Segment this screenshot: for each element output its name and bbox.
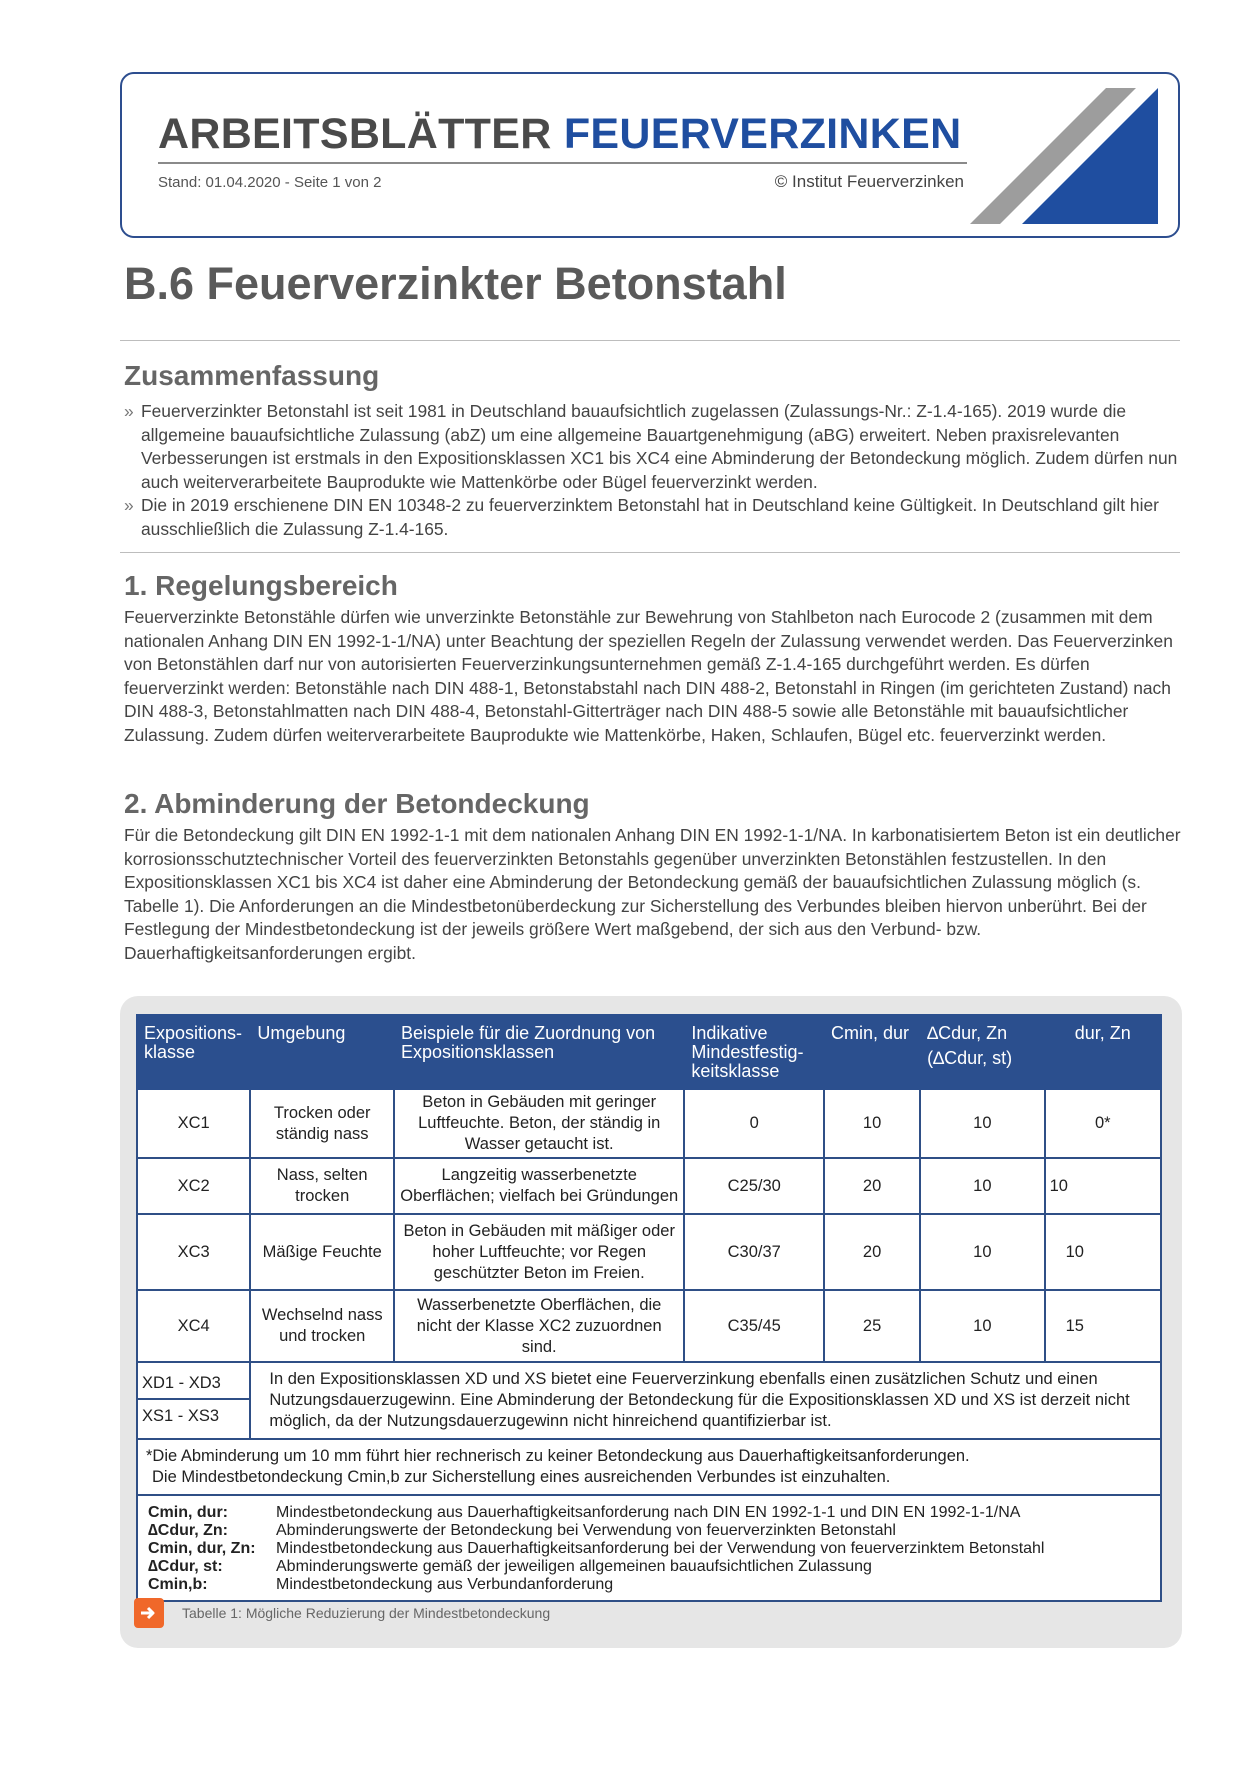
legend-value: Mindestbetondeckung aus Dauerhaftigkeitsanforderung bei der Verwendung von feuerverzinktem Betonstahl bbox=[276, 1540, 1045, 1557]
cell-strength: C30/37 bbox=[684, 1214, 824, 1290]
series-title bbox=[158, 110, 961, 159]
bullet-marker: » bbox=[124, 495, 134, 515]
document-title: B.6 Feuerverzinkter Betonstahl bbox=[124, 258, 787, 309]
cell-dur: 10 bbox=[1045, 1214, 1161, 1290]
table-row bbox=[137, 1158, 1161, 1214]
legend-key: Cmin, dur, Zn: bbox=[148, 1540, 256, 1557]
cell-environment: Nass, selten trocken bbox=[250, 1158, 394, 1214]
xd-xs-note: In den Expositionsklassen XD und XS bietet eine Feuerverzinkung ebenfalls einen zusätzlichen Schutz und einen Nutzungsdauerzugewinn. Eine Abminderung der Betondeckung für die Expositionsklassen XD und XS ist derzeit nicht möglich, da der Nutzungsdauerzugewinn nicht hinreichend quantifizierbar ist. bbox=[250, 1362, 1161, 1439]
cell-dur: 0* bbox=[1045, 1089, 1161, 1158]
col-header-delta-cdur bbox=[920, 1015, 1044, 1089]
cell-delta: 10 bbox=[920, 1089, 1044, 1158]
cell-examples: Langzeitig wasserbenetzte Oberflächen; vielfach bei Gründungen bbox=[394, 1158, 684, 1214]
cell-examples: Beton in Gebäuden mit geringer Luftfeuchte. Beton, der ständig in Wasser getaucht ist. bbox=[394, 1089, 684, 1158]
legend-key: ∆Cdur, st: bbox=[148, 1558, 223, 1575]
col-header-exposure-class: Expositions-klasse bbox=[137, 1015, 250, 1089]
legend-item bbox=[148, 1558, 1150, 1576]
institut-feuerverzinken-logo-icon bbox=[970, 88, 1160, 224]
summary-bullet bbox=[124, 400, 1189, 494]
document-header bbox=[120, 72, 1180, 238]
cell-strength: 0 bbox=[684, 1089, 824, 1158]
cell-delta: 10 bbox=[920, 1158, 1044, 1214]
header-divider bbox=[158, 162, 967, 164]
series-title-part1: ARBEITSBLÄTTER bbox=[158, 110, 552, 158]
legend-value: Mindestbetondeckung aus Verbundanforderung bbox=[276, 1576, 614, 1593]
cell-class: XC4 bbox=[137, 1290, 250, 1362]
footnote bbox=[137, 1439, 1161, 1495]
arrow-right-icon bbox=[134, 1598, 164, 1628]
summary-bullet-text: Feuerverzinkter Betonstahl ist seit 1981 in Deutschland bauaufsichtlich zugelassen (Zulassungs-Nr.: Z-1.4-165). 2019 wurde die allgemeine bauaufsichtliche Zulassung (abZ) um eine allgemeine Bauartgenehmigung (aBG) erweitert. Neben praxisrelevanten Verbesserungen ist erstmals in den Expositionsklassen XC1 bis XC4 eine Abminderung der Betondeckung möglich. Zudem dürfen nun auch weiterverarbeitete Bauprodukte wie Mattenkörbe oder Bügel feuerverzinkt werden. bbox=[141, 401, 1178, 492]
cell-class: XC1 bbox=[137, 1089, 250, 1158]
table-row bbox=[137, 1089, 1161, 1158]
summary-heading: Zusammenfassung bbox=[124, 360, 380, 391]
cell-environment: Trocken oder ständig nass bbox=[250, 1089, 394, 1158]
xd-xs-row bbox=[137, 1362, 1161, 1439]
concrete-cover-table bbox=[136, 1014, 1162, 1602]
col-header-strength-class: Indikative Mindestfestig-keitsklasse bbox=[684, 1015, 824, 1089]
legend-key: ∆Cdur, Zn: bbox=[148, 1522, 228, 1539]
summary-divider bbox=[120, 552, 1180, 553]
legend-item bbox=[148, 1576, 1150, 1594]
cell-class: XC2 bbox=[137, 1158, 250, 1214]
summary-bullet bbox=[124, 494, 1189, 541]
legend-value: Abminderungswerte der Betondeckung bei Verwendung von feuerverzinkten Betonstahl bbox=[276, 1522, 896, 1539]
cell-xd-xs-classes bbox=[137, 1362, 250, 1439]
cell-class: XC3 bbox=[137, 1214, 250, 1290]
legend-item bbox=[148, 1522, 1150, 1540]
legend-key: Cmin, dur: bbox=[148, 1504, 228, 1521]
section-2-text: Für die Betondeckung gilt DIN EN 1992-1-1 mit dem nationalen Anhang DIN EN 1992-1-1/NA. In karbonatisiertem Beton ist ein deutlicher korrosionsschutztechnischer Vorteil des feuerverzinkten Betonstahls gegenüber unverzinkten Betonstählen festzustellen. In den Expositionsklassen XC1 bis XC4 ist daher eine Abminderung der Betondeckung gemäß der bauaufsichtlichen Zulassung möglich (s. Tabelle 1). Die Anforderungen an die Mindestbetonüberdeckung zur Sicherstellung des Verbundes bleiben hiervon unberührt. Bei der Festlegung der Mindestbetondeckung ist der jeweils größere Wert maßgebend, der sich aus den Verbund- bzw. Dauerhaftigkeitsanforderungen ergibt. bbox=[124, 825, 1181, 963]
section-1-heading: 1. Regelungsbereich bbox=[124, 570, 398, 601]
cell-strength: C35/45 bbox=[684, 1290, 824, 1362]
cell-examples: Wasserbenetzte Oberflächen, die nicht der Klasse XC2 zuzuordnen sind. bbox=[394, 1290, 684, 1362]
cell-delta: 10 bbox=[920, 1290, 1044, 1362]
cell-environment: Wechselnd nass und trocken bbox=[250, 1290, 394, 1362]
table-caption bbox=[134, 1598, 550, 1628]
footnote-row bbox=[137, 1439, 1161, 1495]
xs-class-label: XS1 - XS3 bbox=[142, 1406, 220, 1425]
col-header-delta-cdur-st: (∆Cdur, st) bbox=[927, 1048, 1013, 1068]
cell-cmin: 20 bbox=[824, 1214, 920, 1290]
col-header-cmin-dur: Cmin, dur bbox=[824, 1015, 920, 1089]
legend-value: Abminderungswerte gemäß der jeweiligen allgemeinen bauaufsichtlichen Zulassung bbox=[276, 1558, 872, 1575]
footnote-line: *Die Abminderung um 10 mm führt hier rechnerisch zu keiner Betondeckung aus Dauerhaftigkeitsanforderungen. bbox=[146, 1447, 970, 1465]
legend-value: Mindestbetondeckung aus Dauerhaftigkeitsanforderung nach DIN EN 1992-1-1 und DIN EN 1992-1-1/NA bbox=[276, 1504, 1021, 1521]
cell-cmin: 20 bbox=[824, 1158, 920, 1214]
col-header-dur-zn: dur, Zn bbox=[1045, 1015, 1161, 1089]
cell-examples: Beton in Gebäuden mit mäßiger oder hoher Luftfeuchte; vor Regen geschützter Beton im Freien. bbox=[394, 1214, 684, 1290]
issue-date-page: Stand: 01.04.2020 - Seite 1 von 2 bbox=[158, 174, 382, 191]
cell-dur: 10 bbox=[1045, 1158, 1161, 1214]
cell-cmin: 10 bbox=[824, 1089, 920, 1158]
summary-bullet-text: Die in 2019 erschienene DIN EN 10348-2 zu feuerverzinktem Betonstahl hat in Deutschland keine Gültigkeit. In Deutschland gilt hier ausschließlich die Zulassung Z-1.4-165. bbox=[141, 495, 1159, 539]
cell-dur: 15 bbox=[1045, 1290, 1161, 1362]
cell-strength: C25/30 bbox=[684, 1158, 824, 1214]
cell-cmin: 25 bbox=[824, 1290, 920, 1362]
xd-class-label: XD1 - XD3 bbox=[138, 1369, 249, 1400]
col-header-delta-cdur-zn: ∆Cdur, Zn bbox=[927, 1023, 1008, 1043]
legend-item bbox=[148, 1504, 1150, 1522]
legend-key: Cmin,b: bbox=[148, 1576, 208, 1593]
footnote-line: Die Mindestbetondeckung Cmin,b zur Sicherstellung eines ausreichenden Verbundes ist einzuhalten. bbox=[152, 1468, 891, 1486]
copyright-notice: © Institut Feuerverzinken bbox=[774, 172, 964, 191]
table-row bbox=[137, 1290, 1161, 1362]
summary-list bbox=[124, 400, 1189, 541]
cell-environment: Mäßige Feuchte bbox=[250, 1214, 394, 1290]
title-divider bbox=[120, 340, 1180, 341]
table-header-row bbox=[137, 1015, 1161, 1089]
col-header-environment: Umgebung bbox=[250, 1015, 394, 1089]
abbreviation-legend bbox=[137, 1495, 1161, 1601]
table-row bbox=[137, 1214, 1161, 1290]
cell-delta: 10 bbox=[920, 1214, 1044, 1290]
section-1-text: Feuerverzinkte Betonstähle dürfen wie unverzinkte Betonstähle zur Bewehrung von Stahlbeton nach Eurocode 2 (zusammen mit dem nationalen Anhang DIN EN 1992-1-1/NA) unter Beachtung der speziellen Regeln der Zulassung verwendet werden. Das Feuerverzinken von Betonstählen darf nur von autorisierten Feuerverzinkungsunternehmen gemäß Z-1.4-165 durchgeführt werden. Es dürfen feuerverzinkt werden: Betonstähle nach DIN 488-1, Betonstabstahl nach DIN 488-2, Betonstahl in Ringen (im gerichteten Zustand) nach DIN 488-3, Betonstahlmatten nach DIN 488-4, Betonstahl-Gitterträger nach DIN 488-5 sowie alle Betonstähle mit bauaufsichtlicher Zulassung. Zudem dürfen weiterverarbeitete Bauprodukte wie Mattenkörbe, Haken, Schlaufen, Bügel etc. feuerverzinkt werden. bbox=[124, 607, 1173, 745]
table-caption-text: Tabelle 1: Mögliche Reduzierung der Mindestbetondeckung bbox=[182, 1605, 551, 1621]
series-title-part2: FEUERVERZINKEN bbox=[563, 110, 962, 158]
legend-row bbox=[137, 1495, 1161, 1601]
bullet-marker: » bbox=[124, 401, 134, 421]
col-header-examples: Beispiele für die Zuordnung von Expositionsklassen bbox=[394, 1015, 684, 1089]
section-2-heading: 2. Abminderung der Betondeckung bbox=[124, 788, 590, 819]
legend-item bbox=[148, 1540, 1150, 1558]
